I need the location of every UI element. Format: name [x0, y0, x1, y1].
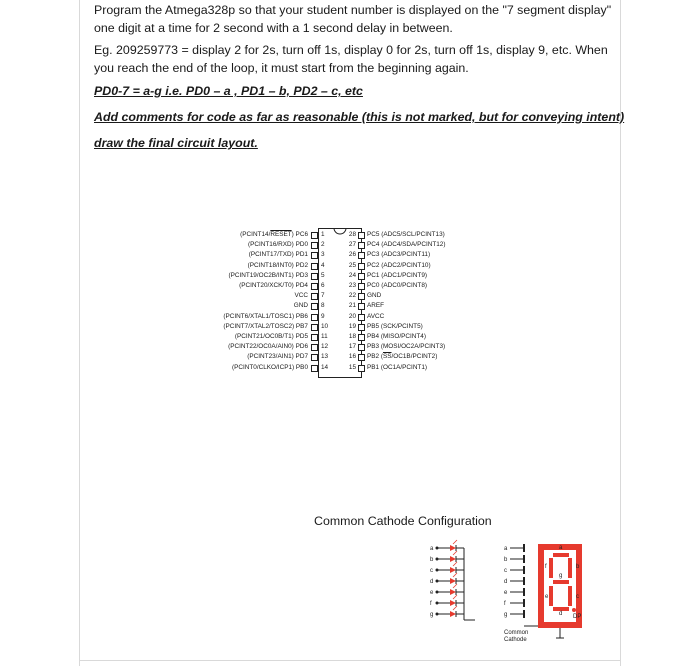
pin-number: 2 [321, 241, 325, 249]
pin-label-right: AVCC [367, 312, 385, 320]
segment-label: a [430, 546, 434, 552]
pin-box [358, 303, 365, 310]
pin-number: 27 [348, 241, 356, 249]
pin-label-right: AREF [367, 302, 385, 310]
display-segment-label: f [545, 564, 547, 570]
pin-number: 28 [348, 231, 356, 238]
pin-box [311, 293, 318, 300]
segment-label: f [430, 601, 432, 607]
segment-a [553, 553, 569, 557]
pin-box [358, 365, 365, 372]
pin-box [311, 263, 318, 270]
pin-label-left: VCC [294, 292, 308, 300]
pin-label-right: PB1 (OC1A/PCINT1) [367, 363, 428, 371]
pin-number: 15 [348, 363, 356, 371]
pin-box [358, 344, 365, 351]
emission-arrow [453, 573, 457, 577]
display-segment-label: d [559, 611, 563, 617]
pin-box [311, 314, 318, 321]
pin-label-right: PC1 (ADC1/PCINT9) [367, 271, 428, 279]
pin-box [311, 354, 318, 361]
pin-box [311, 303, 318, 310]
segment-label: b [504, 557, 508, 563]
pin-box [311, 252, 318, 259]
pin-number: 8 [321, 302, 325, 310]
pin-box [358, 354, 365, 361]
display-segment-label: b [576, 564, 580, 570]
display-segment-label: DP [573, 614, 582, 620]
pin-label-right: PB2 $(\overline{SS}/OC1B/PCINT2)$ [367, 353, 438, 361]
pin-label-right: PC2 (ADC2/PCINT10) [367, 261, 431, 269]
pin-box [358, 314, 365, 321]
segment-label: c [504, 568, 507, 574]
pin-box [311, 344, 318, 351]
pin-box [311, 232, 318, 239]
display-segment-label: c [576, 594, 579, 600]
segment-label: f [504, 601, 506, 607]
pin-number: 13 [321, 353, 329, 361]
segment-f [549, 558, 553, 578]
pin-box [358, 283, 365, 290]
common-label: Common [504, 630, 529, 636]
pin-label-left: (PCINT23/AIN1) PD7 [247, 353, 308, 361]
segment-label: e [430, 590, 434, 596]
pin-box [358, 324, 365, 331]
segment-label: a [504, 546, 508, 552]
page-left-border [79, 0, 80, 666]
led-diode [450, 611, 456, 617]
pin-box [358, 273, 365, 280]
pin-number: 3 [321, 251, 325, 259]
pin-label-left: (PCINT20/XCK/T0) PD4 [239, 282, 308, 289]
pin-box [358, 263, 365, 270]
comments-note: Add comments for code as far as reasonable (this is not marked, but for conveying intent) [94, 110, 625, 124]
pin-box [311, 273, 318, 280]
segment-label: b [430, 557, 434, 563]
led-diode [450, 567, 456, 573]
pin-box [311, 283, 318, 290]
pin-label-right: PB5 (SCK/PCINT5) [367, 322, 423, 330]
pin-number: 20 [348, 312, 356, 320]
pin-label-right: PB3 (MOSI/OC2A/PCINT3) [367, 343, 446, 351]
pin-number: 4 [321, 261, 325, 269]
display-segment-label: e [545, 594, 549, 600]
pin-label-left: (PCINT14/RESET) PC6 [240, 231, 308, 238]
segment-label: e [504, 590, 508, 596]
pin-number: 22 [348, 292, 356, 300]
pin-label-right: PC3 (ADC3/PCINT11) [367, 251, 431, 259]
pin-label-left: (PCINT22/OC0A/AIN0) PD6 [228, 343, 308, 351]
segment-c [568, 586, 572, 606]
task-paragraph: Program the Atmega328p so that your student number is displayed on the "7 segment display" one digit at a time for 2 second with a 1 second delay in between. [94, 3, 612, 35]
pin-box [358, 252, 365, 259]
pin-box [358, 334, 365, 341]
pin-number: 21 [348, 302, 356, 310]
segment-e [549, 586, 553, 606]
pin-box [358, 242, 365, 249]
segment-g [553, 580, 569, 584]
pin-label-left: (PCINT18/INT0) PD2 [247, 261, 308, 269]
page-bottom-border [79, 660, 621, 661]
seven-segment-diagram [420, 536, 590, 654]
display-segment-label: a [559, 545, 563, 551]
pin-number: 7 [321, 292, 325, 300]
emission-arrow [453, 562, 457, 566]
pin-label-right: PC0 (ADC0/PCINT8) [367, 282, 428, 289]
emission-arrow [453, 584, 457, 588]
led-diode [450, 589, 456, 595]
pin-number: 25 [348, 261, 356, 269]
cathode-label: Cathode [504, 637, 527, 643]
pin-label-right: GND [367, 292, 382, 300]
segment-label: d [504, 579, 508, 585]
pin-number: 12 [321, 343, 329, 351]
circuit-layout-note: draw the final circuit layout. [94, 136, 258, 150]
pin-number: 9 [321, 312, 325, 320]
display-segment-label: g [559, 573, 563, 579]
led-diode [450, 556, 456, 562]
pin-number: 24 [348, 271, 356, 279]
pin-label-left: (PCINT16/RXD) PD0 [247, 241, 308, 249]
seven-segment-display [538, 544, 582, 628]
pin-label-left: (PCINT6/XTAL1/TOSC1) PB6 [223, 312, 308, 320]
pin-label-left: GND [293, 302, 308, 310]
emission-arrow [453, 540, 457, 544]
segment-dp [572, 608, 576, 612]
pin-number: 1 [321, 231, 325, 238]
common-cathode-title: Common Cathode Configuration [314, 514, 492, 528]
pin-number: 5 [321, 271, 325, 279]
pin-box [311, 324, 318, 331]
segment-label: d [430, 579, 434, 585]
pin-label-left: (PCINT17/TXD) PD1 [248, 251, 308, 259]
segment-label: g [430, 612, 434, 618]
pin-label-left: (PCINT21/OC0B/T1) PD5 [234, 333, 308, 340]
pin-label-right: PC5 (ADC5/SCL/PCINT13) [367, 231, 445, 238]
pin-label-left: (PCINT0/CLKO/ICP1) PB0 [232, 363, 308, 371]
segment-label: g [504, 612, 508, 618]
pin-number: 11 [321, 333, 328, 340]
pin-box [311, 242, 318, 249]
led-diode [450, 545, 456, 551]
example-paragraph: Eg. 209259773 = display 2 for 2s, turn off 1s, display 0 for 2s, turn off 1s, display 9, etc. When you reach the end of the loop, it must start from the beginning again. [94, 43, 608, 75]
pin-box [311, 334, 318, 341]
pin-label-left: (PCINT7/XTAL2/TOSC2) PB7 [223, 322, 308, 330]
emission-arrow [453, 595, 457, 599]
pin-label-right: PC4 (ADC4/SDA/PCINT12) [367, 241, 446, 249]
led-diode [450, 600, 456, 606]
segment-b [568, 558, 572, 578]
pin-number: 17 [348, 343, 356, 351]
pin-number: 19 [348, 322, 356, 330]
pin-number: 10 [321, 322, 329, 330]
led-schematic [430, 540, 475, 620]
pin-box [358, 293, 365, 300]
pin-number: 26 [348, 251, 356, 259]
emission-arrow [453, 551, 457, 555]
pin-number: 6 [321, 282, 325, 289]
pin-mapping-note: PD0-7 = a-g i.e. PD0 – a , PD1 – b, PD2 – c, etc [94, 84, 363, 98]
pin-box [358, 232, 365, 239]
led-diode [450, 578, 456, 584]
pin-number: 16 [348, 353, 356, 361]
pin-label-left: (PCINT19/OC2B/INT1) PD3 [228, 271, 308, 279]
pin-label-right: PB4 (MISO/PCINT4) [367, 333, 426, 340]
emission-arrow [453, 606, 457, 610]
pin-number: 14 [321, 363, 329, 371]
pin-number: 18 [348, 333, 356, 340]
segment-label: c [430, 568, 433, 574]
pin-box [311, 365, 318, 372]
pin-number: 23 [348, 282, 356, 289]
page-right-border [620, 0, 621, 666]
